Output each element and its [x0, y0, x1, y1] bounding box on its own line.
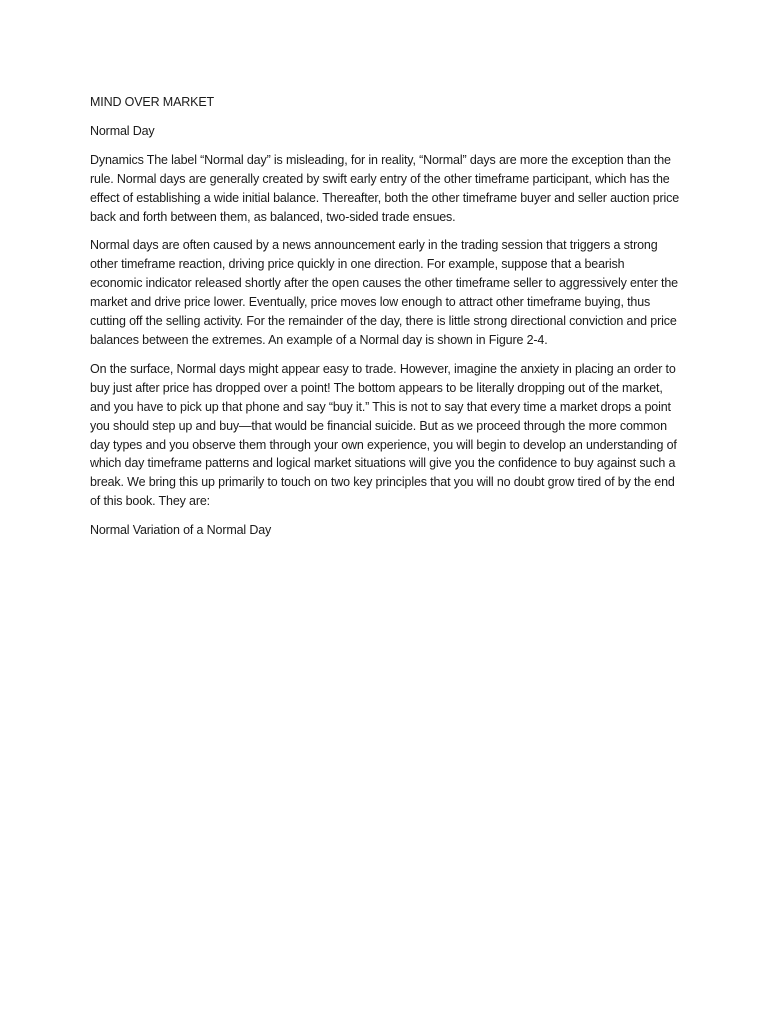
running-header: MIND OVER MARKET — [90, 95, 214, 109]
page-content — [90, 93, 680, 550]
section-title: Normal Day — [90, 123, 155, 138]
subsection-title: Normal Variation of a Normal Day — [90, 523, 272, 538]
body-paragraph: Dynamics The label “Normal day” is misleading, for in reality, “Normal” days are more the exception than the rule. Normal days are generally created by swift early entry of the other timeframe participant, which has the effect of establishing a wide initial balance. Thereafter, both the other timeframe buyer and seller auction price back and forth between them, as balanced, two-sided trade ensues. — [90, 152, 680, 224]
body-paragraph: On the surface, Normal days might appear easy to trade. However, imagine the anxiety in placing an order to buy just after price has dropped over a point! The bottom appears to be literally dropping out of the market, and you have to pick up that phone and say “buy it.” This is not to say that every time a market drops a point you should step up and buy—that would be financial suicide. But as we proceed through the more common day types and you observe them through your own experience, you will begin to develop an understanding of which day timeframe patterns and logical market situations will give you the confidence to buy against such a break. We bring this up primarily to touch on two key principles that you will no doubt grow tired of by the end of this book. They are: — [90, 361, 677, 509]
body-paragraph: Normal days are often caused by a news announcement early in the trading session that triggers a strong other timeframe reaction, driving price quickly in one direction. For example, suppose that a bearish economic indicator released shortly after the open causes the other timeframe seller to aggressively enter the market and drive price lower. Eventually, price moves low enough to attract other timeframe buying, thus cutting off the selling activity. For the remainder of the day, there is little strong directional conviction and price balances between the extremes. An example of a Normal day is shown in Figure 2-4. — [90, 238, 678, 347]
